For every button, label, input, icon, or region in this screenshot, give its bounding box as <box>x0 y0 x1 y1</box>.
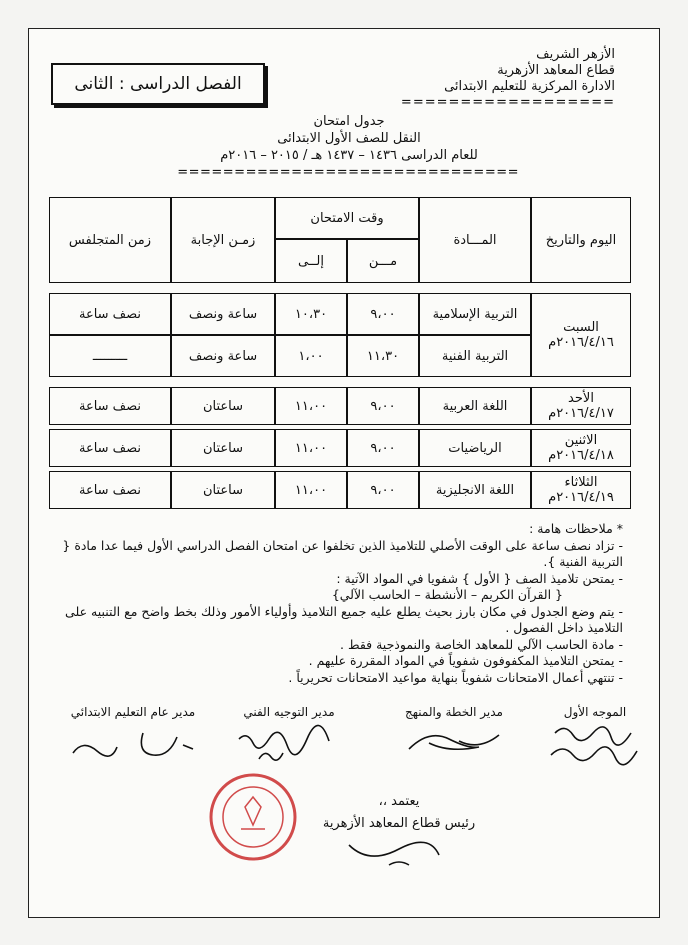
table-row <box>49 429 631 467</box>
from-cell: ٩،٠٠ <box>347 429 419 467</box>
handwritten-signature <box>389 719 519 767</box>
notes-heading: * ملاحظات هامة : <box>529 521 623 536</box>
table-row <box>49 471 631 509</box>
header-to: إلــى <box>275 239 347 283</box>
signature-general-director <box>53 705 213 770</box>
org-line-3: الادارة المركزية للتعليم الابتدائى <box>444 79 615 94</box>
organization-header <box>401 47 615 111</box>
approval-text: يعتمد ،، <box>378 794 420 809</box>
header-exam-time: وقت الامتحان <box>275 197 419 239</box>
day-cell <box>531 387 631 425</box>
org-line-1: الأزهر الشريف <box>536 47 615 62</box>
day-name: الأحد <box>568 391 594 406</box>
note-item: - يتم وضع الجدول في مكان بارز بحيث يطلع عليه جميع التلاميذ وأولياء الأمور وذلك بخط واضح مع التنبيه على التلاميذ داخل الفصول . <box>65 603 623 635</box>
title-separator: ============================== <box>177 165 519 180</box>
to-cell: ١١،٠٠ <box>275 429 347 467</box>
day-name: الثلاثاء <box>564 475 598 490</box>
exam-schedule-table <box>49 197 631 509</box>
note-item: - يمتحن التلاميذ المكفوفون شفوياً في المواد المقررة عليهم . <box>308 653 623 668</box>
subject-cell: الرياضيات <box>419 429 531 467</box>
to-cell: ١١،٠٠ <box>275 471 347 509</box>
document-title <box>179 113 519 181</box>
signature-title: مدير عام التعليم الابتدائي <box>70 705 196 719</box>
handwritten-signature <box>545 719 645 767</box>
header-answer-time: زمـن الإجابة <box>171 197 275 283</box>
org-line-2: قطاع المعاهد الأزهرية <box>497 63 615 78</box>
header-subject: المـــادة <box>419 197 531 283</box>
exam-schedule-document <box>28 28 660 918</box>
signature-title: مدير التوجيه الفني <box>243 705 335 719</box>
day-name: السبت <box>563 320 599 335</box>
table-row <box>49 387 631 425</box>
title-line-3: للعام الدراسى ١٤٣٦ – ١٤٣٧ هـ / ٢٠١٥ – ٢٠١٦م <box>220 148 478 163</box>
org-separator: ================== <box>400 95 615 110</box>
extra-time-cell: نصف ساعة <box>49 293 171 335</box>
header-proctors-time: زمن المتجلفس <box>49 197 171 283</box>
day-cell <box>531 293 631 377</box>
signature-first-supervisor <box>545 705 645 770</box>
subject-cell: اللغة العربية <box>419 387 531 425</box>
note-item: - مادة الحاسب الآلي للمعاهد الخاصة والنموذجية فقط . <box>340 636 623 652</box>
day-date: ٢٠١٦/٤/١٦م <box>548 335 614 350</box>
signature-planning-director <box>389 705 519 770</box>
header-from: مـــن <box>347 239 419 283</box>
to-cell: ١،٠٠ <box>275 335 347 377</box>
answer-time-cell: ساعة ونصف <box>171 335 275 377</box>
note-item: { القرآن الكريم – الأنشطة – الحاسب الآلي} <box>331 587 563 602</box>
table-row <box>49 293 631 335</box>
from-cell: ١١،٣٠ <box>347 335 419 377</box>
day-cell <box>531 429 631 467</box>
extra-time-cell: نصف ساعة <box>49 387 171 425</box>
signature-title: مدير الخطة والمنهج <box>405 705 503 719</box>
answer-time-cell: ساعة ونصف <box>171 293 275 335</box>
handwritten-signature <box>229 719 349 767</box>
signature-title: الموجه الأول <box>563 705 627 719</box>
note-item: - يمتحن تلاميذ الصف { الأول } شفويا في المواد الآتية : <box>336 570 623 586</box>
important-notes <box>47 521 623 686</box>
extra-time-cell: نصف ساعة <box>49 471 171 509</box>
approval-title: رئيس قطاع المعاهد الأزهرية <box>322 816 476 831</box>
extra-time-cell: نصف ساعة <box>49 429 171 467</box>
day-date: ٢٠١٦/٤/١٨م <box>548 448 614 463</box>
official-seal-icon <box>207 771 299 863</box>
day-name: الاثنين <box>564 433 598 448</box>
from-cell: ٩،٠٠ <box>347 471 419 509</box>
subject-cell: التربية الإسلامية <box>419 293 531 335</box>
extra-time-cell: ـــــــــ <box>49 335 171 377</box>
subject-cell: اللغة الانجليزية <box>419 471 531 509</box>
from-cell: ٩،٠٠ <box>347 387 419 425</box>
handwritten-signature <box>53 719 213 767</box>
header-day-date: اليوم والتاريخ <box>531 197 631 283</box>
approval-block <box>269 791 529 883</box>
answer-time-cell: ساعتان <box>171 387 275 425</box>
title-line-1: جدول امتحان <box>313 114 385 129</box>
note-item: - تزاد نصف ساعة على الوقت الأصلي للتلاميذ الذين تخلفوا عن امتحان الفصل الدراسي الأول فيما عدا مادة { التربية الفنية }. <box>62 537 623 569</box>
day-cell <box>531 471 631 509</box>
approval-signature <box>319 835 479 875</box>
to-cell: ١٠،٣٠ <box>275 293 347 335</box>
title-line-2: النقل للصف الأول الابتدائى <box>277 131 421 146</box>
day-date: ٢٠١٦/٤/١٩م <box>548 490 614 505</box>
answer-time-cell: ساعتان <box>171 429 275 467</box>
subject-cell: التربية الفنية <box>419 335 531 377</box>
note-item: - تنتهي أعمال الامتحانات شفوياً بنهاية مواعيد الامتحانات تحريرياً . <box>288 669 623 685</box>
day-date: ٢٠١٦/٤/١٧م <box>548 406 614 421</box>
to-cell: ١١،٠٠ <box>275 387 347 425</box>
term-box: الفصل الدراسى : الثانى <box>51 63 265 105</box>
answer-time-cell: ساعتان <box>171 471 275 509</box>
signature-technical-director <box>229 705 349 770</box>
from-cell: ٩،٠٠ <box>347 293 419 335</box>
